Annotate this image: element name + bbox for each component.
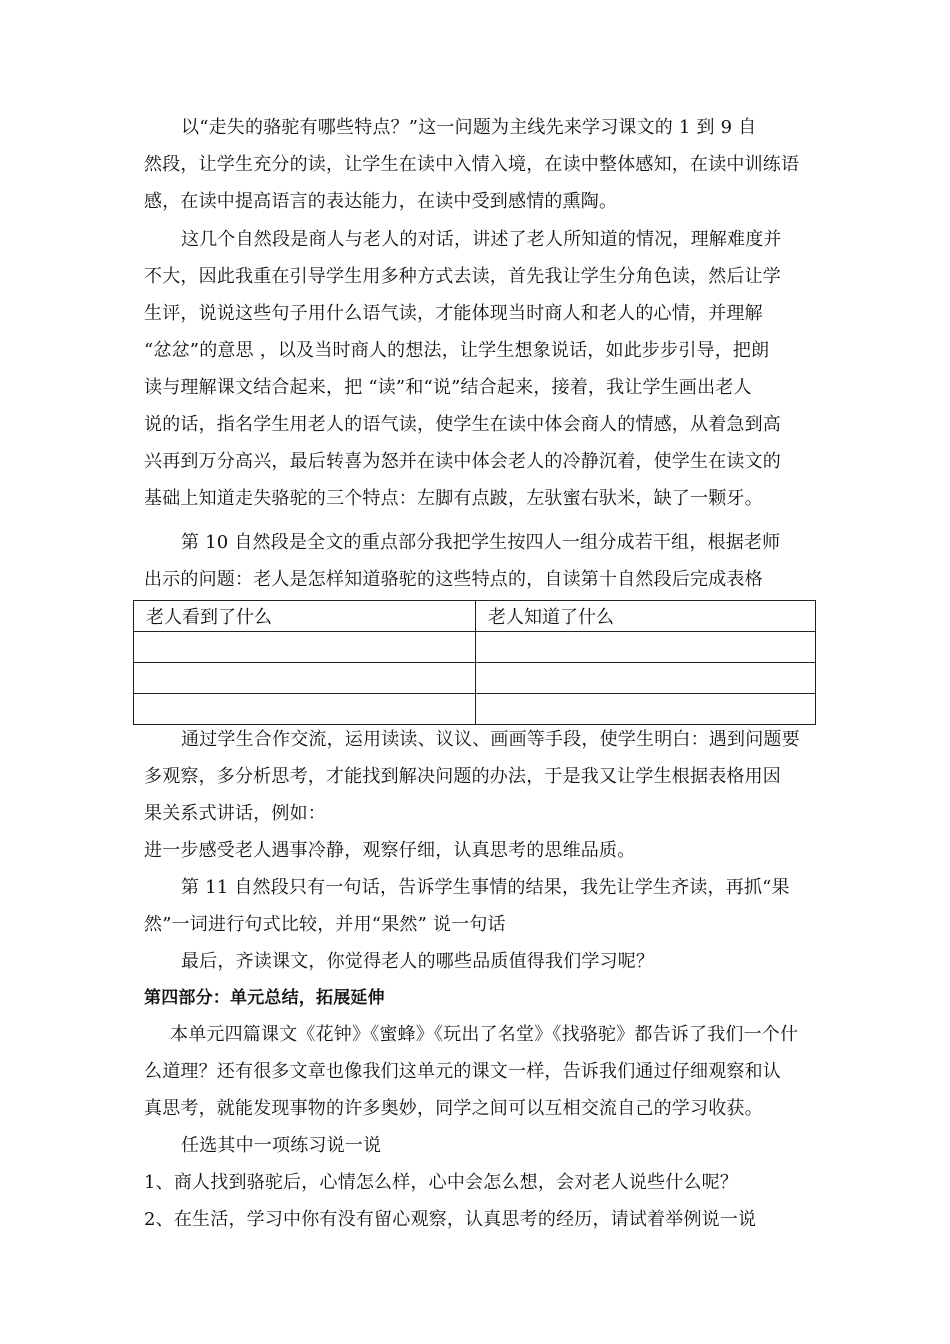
paragraph-line: 说的话，指名学生用老人的语气读，使学生在读中体会商人的情感，从着急到高 xyxy=(144,414,781,435)
paragraph-line: 然”一词进行句式比较，并用“果然” 说一句话 xyxy=(144,914,506,935)
list-item: 1、商人找到骆驼后，心情怎么样，心中会怎么想，会对老人说些什么呢？ xyxy=(144,1172,739,1193)
paragraph-line: 真思考，就能发现事物的许多奥妙，同学之间可以互相交流自己的学习收获。 xyxy=(144,1098,763,1119)
paragraph-line: 兴再到万分高兴，最后转喜为怒并在读中体会老人的冷静沉着，使学生在读文的 xyxy=(144,451,781,472)
observation-table xyxy=(133,600,816,725)
table-header-cell: 老人看到了什么 xyxy=(134,601,476,632)
table-header-row xyxy=(134,601,816,632)
table-row xyxy=(134,663,816,694)
paragraph-line: 这几个自然段是商人与老人的对话，讲述了老人所知道的情况，理解难度并 xyxy=(181,229,782,250)
paragraph-line: 多观察，多分析思考，才能找到解决问题的办法，于是我又让学生根据表格用因 xyxy=(144,766,781,787)
paragraph-line: 基础上知道走失骆驼的三个特点：左脚有点跛，左驮蜜右驮米，缺了一颗牙。 xyxy=(144,488,763,509)
list-item: 2、在生活，学习中你有没有留心观察，认真思考的经历，请试着举例说一说 xyxy=(144,1209,757,1230)
table-row xyxy=(134,632,816,663)
paragraph-line: 第 10 自然段是全文的重点部分我把学生按四人一组分成若干组，根据老师 xyxy=(181,532,781,553)
paragraph-line: 本单元四篇课文《花钟》《蜜蜂》《玩出了名堂》《找骆驼》都告诉了我们一个什 xyxy=(170,1024,799,1045)
paragraph-line: 进一步感受老人遇事冷静，观察仔细，认真思考的思维品质。 xyxy=(144,840,636,861)
paragraph-line: 不大，因此我重在引导学生用多种方式去读，首先我让学生分角色读，然后让学 xyxy=(144,266,781,287)
paragraph-line: 感，在读中提高语言的表达能力，在读中受到感情的熏陶。 xyxy=(144,191,618,212)
paragraph-line: 以“走失的骆驼有哪些特点？”这一问题为主线先来学习课文的 1 到 9 自 xyxy=(181,117,757,138)
paragraph-line: 然段，让学生充分的读，让学生在读中入情入境，在读中整体感知，在读中训练语 xyxy=(144,154,800,175)
paragraph-line: 读与理解课文结合起来，把 “读”和“说”结合起来，接着，我让学生画出老人 xyxy=(144,377,752,398)
paragraph-line: 果关系式讲话，例如： xyxy=(144,803,326,824)
paragraph-line: 么道理？还有很多文章也像我们这单元的课文一样，告诉我们通过仔细观察和认 xyxy=(144,1061,781,1082)
table-cell xyxy=(476,632,816,663)
paragraph-line: 出示的问题：老人是怎样知道骆驼的这些特点的，自读第十自然段后完成表格 xyxy=(144,569,763,590)
table-cell xyxy=(476,694,816,725)
paragraph-line: 通过学生合作交流，运用读读、议议、画画等手段，使学生明白：遇到问题要 xyxy=(181,729,800,750)
paragraph-line: 第 11 自然段只有一句话，告诉学生事情的结果，我先让学生齐读，再抓“果 xyxy=(181,877,790,898)
section-heading: 第四部分：单元总结，拓展延伸 xyxy=(144,988,385,1008)
paragraph-line: 生评，说说这些句子用什么语气读，才能体现当时商人和老人的心情，并理解 xyxy=(144,303,763,324)
table-cell xyxy=(134,694,476,725)
table-row xyxy=(134,694,816,725)
table-cell xyxy=(134,663,476,694)
table-cell xyxy=(476,663,816,694)
paragraph-line: 最后，齐读课文，你觉得老人的哪些品质值得我们学习呢？ xyxy=(181,951,655,972)
table-cell xyxy=(134,632,476,663)
table-header-cell: 老人知道了什么 xyxy=(476,601,816,632)
paragraph-line: 任选其中一项练习说一说 xyxy=(181,1135,382,1156)
paragraph-line: “忿忿”的意思 ，以及当时商人的想法，让学生想象说话，如此步步引导，把朗 xyxy=(144,340,770,361)
